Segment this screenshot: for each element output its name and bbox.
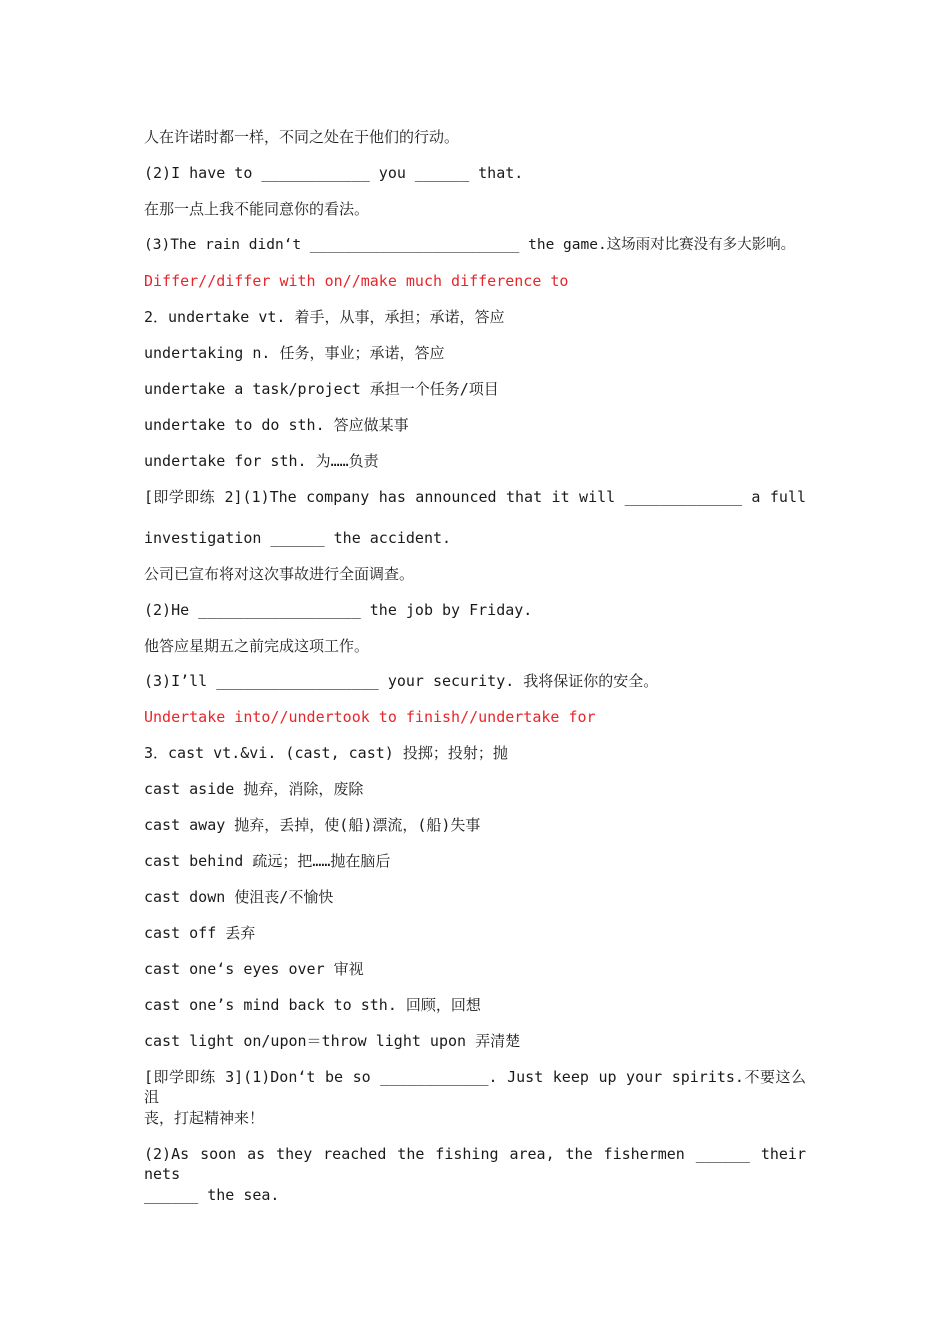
vocab-entry: undertake to do sth. 答应做某事 [144,416,409,434]
vocab-entry: undertaking n. 任务，事业；承诺，答应 [144,344,445,362]
vocab-entry: cast behind 疏远；把……抛在脑后 [144,852,391,870]
translation-line: 丧，打起精神来！ [144,1109,265,1127]
translation-line: 他答应星期五之前完成这项工作。 [144,637,370,655]
exercise-question: (3)The rain didn‘t ________________________ the game.这场雨对比赛没有多大影响。 [144,237,796,253]
vocab-entry: cast one’s mind back to sth. 回顾，回想 [144,996,481,1014]
vocab-heading-undertake: 2．undertake vt. 着手，从事，承担；承诺，答应 [144,308,505,326]
vocab-entry: cast away 抛弃，丢掉，使(船)漂流，(船)失事 [144,816,481,834]
translation-line: 在那一点上我不能同意你的看法。 [144,200,370,218]
exercise-question: (2)As soon as they reached the fishing area, the fishermen ______ their nets [144,1145,806,1183]
exercise-question: [即学即练 2](1)The company has announced that it will _____________ a full [144,488,806,506]
exercise-question-continued: ______ the sea. [144,1186,280,1204]
translation-line: 人在许诺时都一样，不同之处在于他们的行动。 [144,128,460,146]
vocab-entry: cast aside 抛弃，消除，废除 [144,780,364,798]
vocab-entry: cast off 丢弃 [144,924,256,942]
vocab-entry: undertake a task/project 承担一个任务/项目 [144,380,499,398]
vocab-entry: undertake for sth. 为……负责 [144,452,379,470]
translation-line: 公司已宣布将对这次事故进行全面调查。 [144,565,415,583]
vocab-heading-cast: 3．cast vt.&vi. (cast, cast) 投掷；投射；抛 [144,744,508,762]
exercise-question: [即学即练 3](1)Don‘t be so ____________. Just keep up your spirits.不要这么沮 [144,1068,806,1106]
vocab-entry: cast down 使沮丧/不愉快 [144,888,334,906]
vocab-entry: cast light on/upon＝throw light upon 弄清楚 [144,1032,521,1050]
vocab-entry: cast one‘s eyes over 审视 [144,960,364,978]
exercise-question-continued: investigation ______ the accident. [144,529,452,547]
exercise-question: (2)He __________________ the job by Friday. [144,601,533,619]
exercise-question: (2)I have to ____________ you ______ that. [144,164,524,182]
exercise-question: (3)I’ll __________________ your security. 我将保证你的安全。 [144,672,659,690]
answer-key: Differ//differ with on//make much difference to [144,272,569,290]
answer-key: Undertake into//undertook to finish//undertake for [144,708,596,726]
